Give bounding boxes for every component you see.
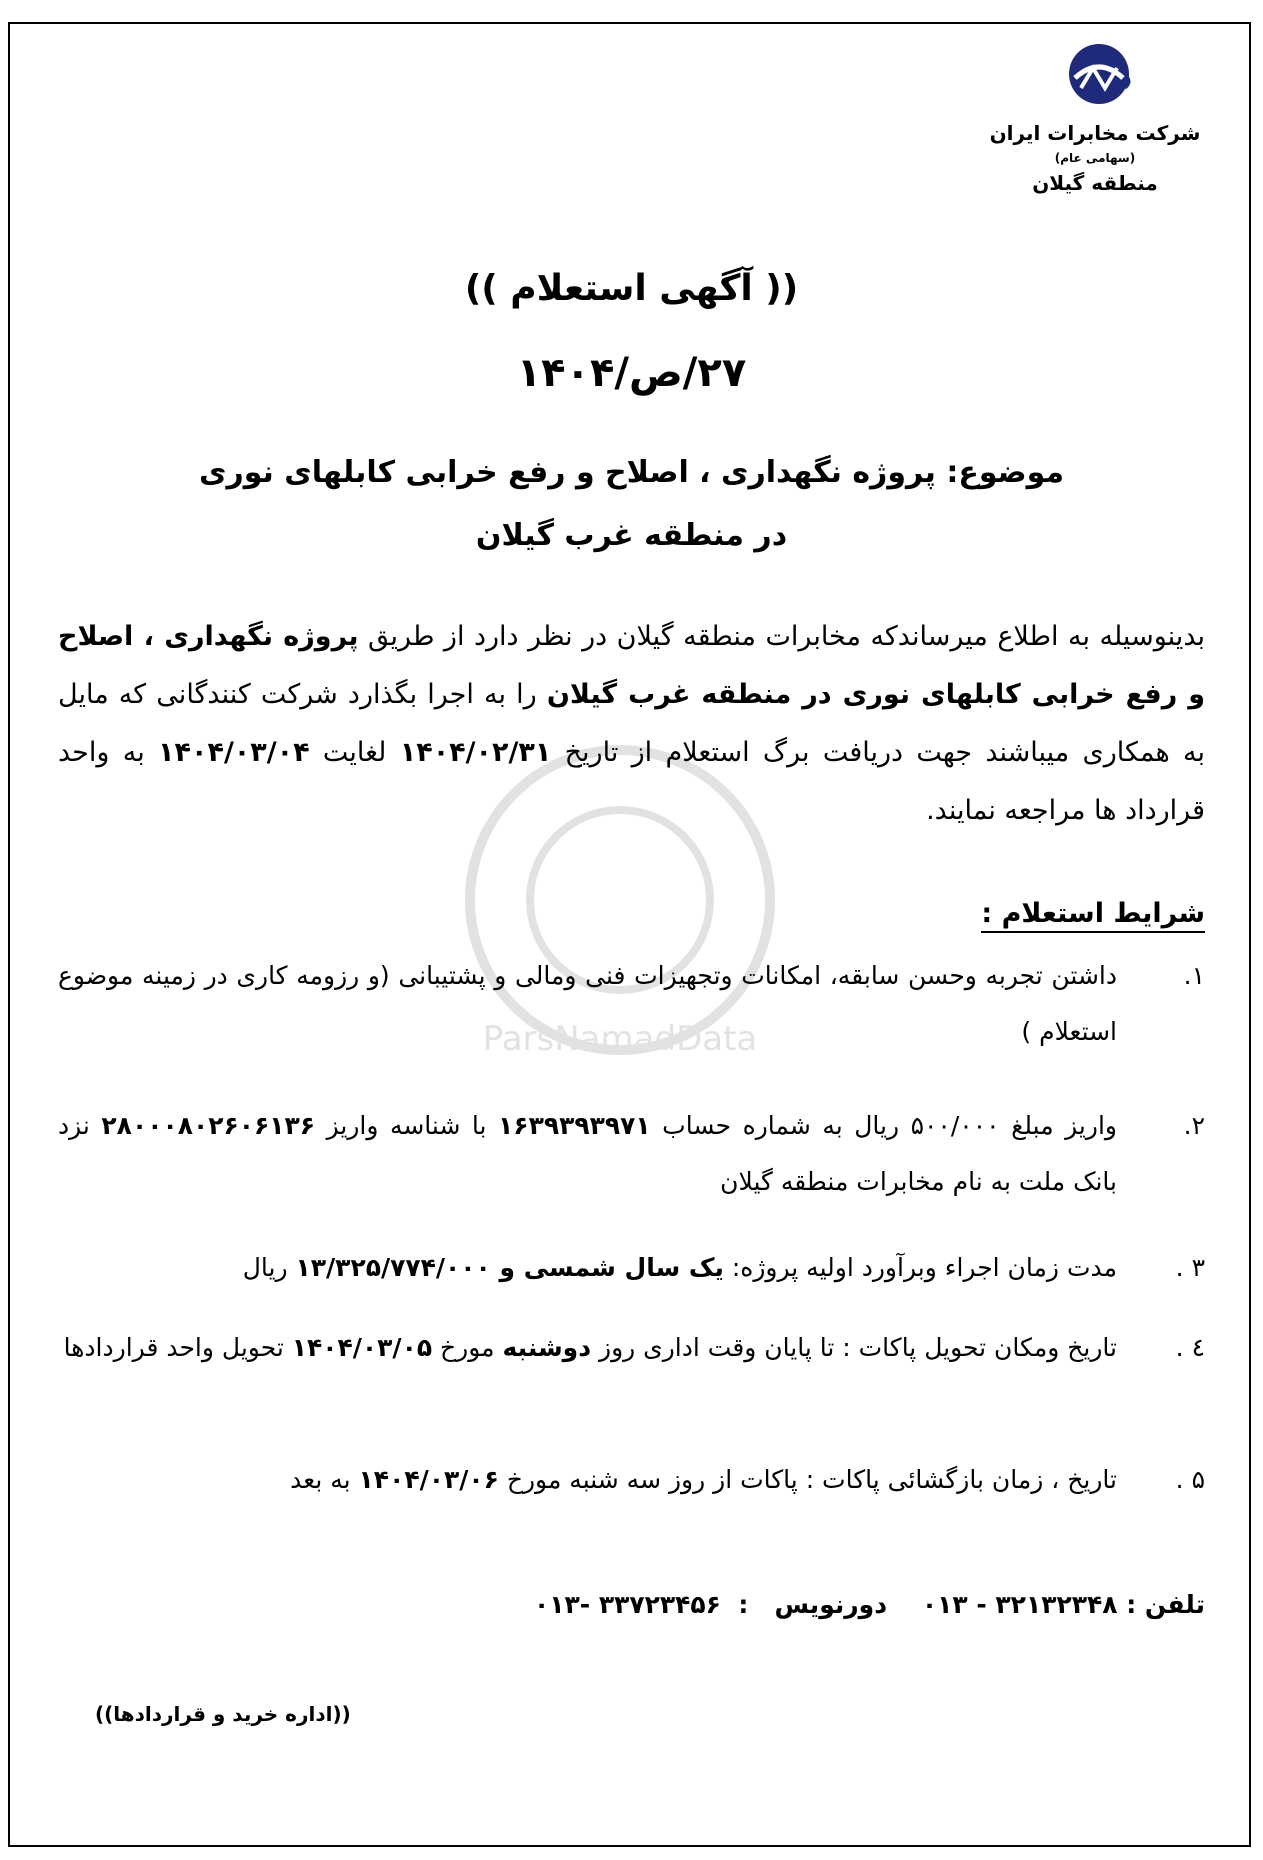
intro-text: لغایت: [309, 737, 400, 768]
intro-text: به واحد قرارداد ها مراجعه نمایند.: [58, 737, 1205, 826]
notice-title: (( آگهی استعلام )): [464, 268, 799, 309]
delivery-date: ۱۴۰۴/۰۳/۰۵: [291, 1333, 433, 1362]
condition-item: [58, 1240, 1205, 1296]
payment-id: ۲۸۰۰۰۸۰۲۶۰۶۱۳۶: [101, 1111, 316, 1140]
intro-text: را به اجرا بگذارد شرکت کنندگانی که مایل به همکاری میباشند جهت دریافت برگ استعلام از تاریخ: [58, 679, 1206, 768]
project-duration-budget: یک سال شمسی و ۱۳/۳۲۵/۷۷۴/۰۰۰: [295, 1253, 724, 1282]
contact-phones: تلفن : ۳۲۱۳۲۳۴۸ - ۰۱۳ دورنویس : ۳۳۷۲۳۴۵۶ -۰۱۳: [534, 1590, 1205, 1619]
account-number: ۱۶۳۹۳۹۳۹۷۱: [498, 1111, 651, 1140]
condition-text: به بعد: [290, 1465, 359, 1494]
department-signature: ((اداره خرید و قراردادها)): [95, 1702, 351, 1726]
opening-date: ۱۴۰۴/۰۳/۰۶: [358, 1465, 499, 1494]
tci-logo-icon: [1063, 38, 1135, 110]
condition-number: ۱.: [1183, 961, 1205, 990]
condition-text: نزد بانک ملت به نام مخابرات منطقه گیلان: [58, 1111, 1117, 1196]
notice-subject-line1: موضوع: پروژه نگهداری ، اصلاح و رفع خرابی کابلهای نوری: [198, 455, 1065, 490]
condition-text: مورخ: [432, 1333, 503, 1362]
intro-paragraph: [58, 608, 1205, 840]
company-name: شرکت مخابرات ایران: [989, 121, 1201, 145]
condition-text: با شناسه واریز: [315, 1111, 499, 1140]
condition-item: [58, 1320, 1205, 1376]
company-type: (سهامی عام): [1054, 151, 1136, 165]
condition-item: [58, 1098, 1205, 1210]
intro-start-date: ۱۴۰۴/۰۲/۳۱: [399, 737, 552, 768]
intro-project-name: پروژه نگهداری ، اصلاح و رفع خرابی کابلهای نوری در منطقه غرب گیلان: [58, 621, 1206, 710]
delivery-day: دوشنبه: [502, 1333, 592, 1362]
company-region: منطقه گیلان: [1032, 171, 1158, 195]
notice-subject-line2: در منطقه غرب گیلان: [475, 518, 788, 553]
condition-item: [58, 1452, 1205, 1508]
condition-number: ٤ .: [1175, 1333, 1205, 1362]
condition-text: تاریخ ، زمان بازگشائی پاکات : پاکات از روز سه شنبه مورخ: [498, 1465, 1117, 1494]
condition-text: مدت زمان اجراء وبرآورد اولیه پروژه:: [723, 1253, 1117, 1282]
company-header: [985, 118, 1205, 198]
condition-text: تاریخ ومکان تحویل پاکات : تا پایان وقت اداری روز: [591, 1333, 1117, 1362]
condition-number: ۲.: [1183, 1111, 1205, 1140]
condition-item: [58, 948, 1205, 1060]
intro-text: بدینوسیله به اطلاع میرساندکه مخابرات منطقه گیلان در نظر دارد از طریق: [358, 621, 1206, 652]
condition-text: تحویل واحد قراردادها: [63, 1333, 292, 1362]
condition-text: داشتن تجربه وحسن سابقه، امکانات وتجهیزات فنی ومالی و پشتیبانی (و رزومه کاری در زمینه موضوع استعلام ): [58, 961, 1117, 1046]
svg-text:ParsNamadData: ParsNamadData: [482, 1019, 758, 1059]
intro-end-date: ۱۴۰۴/۰۳/۰۴: [158, 737, 310, 768]
conditions-title: شرایط استعلام :: [981, 898, 1205, 933]
notice-number: ۲۷/ص/۱۴۰۴: [516, 350, 747, 396]
condition-number: ۳ .: [1175, 1253, 1205, 1282]
condition-text: واریز مبلغ ۵۰۰/۰۰۰ ریال به شماره حساب: [650, 1111, 1117, 1140]
condition-text: ریال: [242, 1253, 296, 1282]
condition-number: ۵ .: [1175, 1465, 1205, 1494]
